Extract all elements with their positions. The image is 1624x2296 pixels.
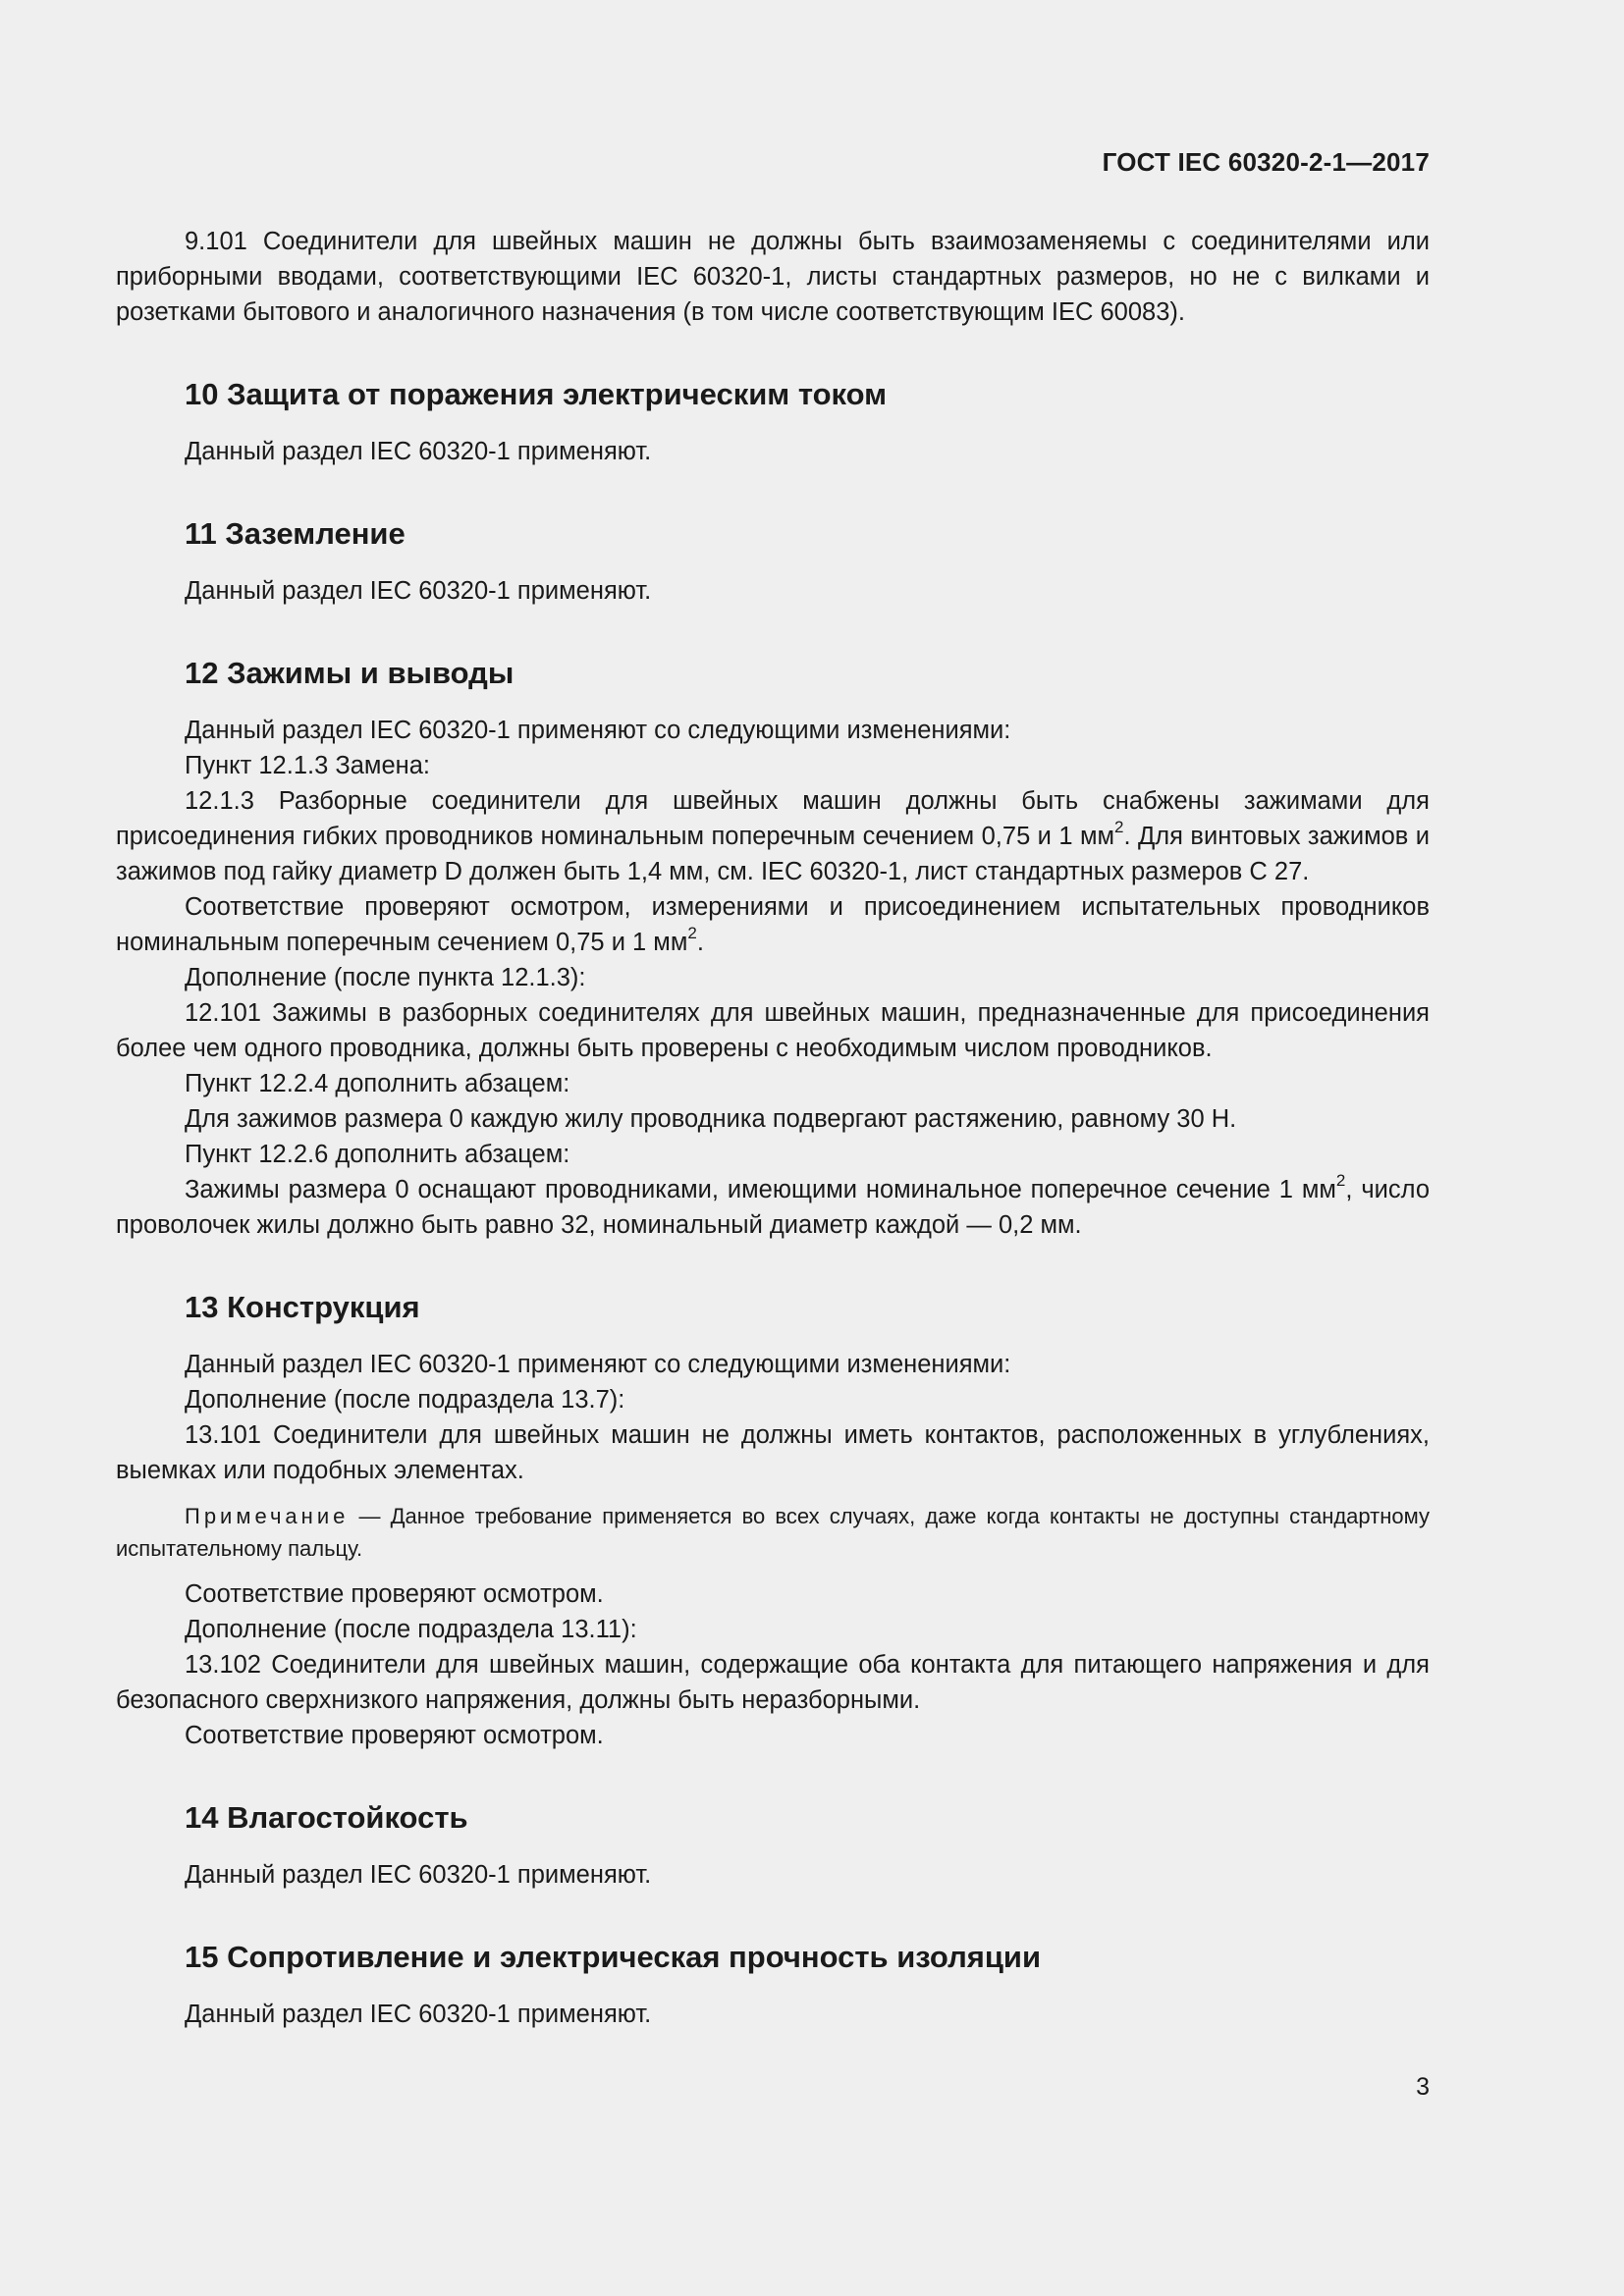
paragraph-12-1-3 [116, 783, 1430, 889]
paragraph-12-1-3-b: . Для винтовых зажимов и зажимов под гайку диаметр D должен быть 1,4 мм, см. IEC 60320-1, лист стандартных размеров С 27. [116, 823, 1431, 885]
compliance-13-101: Соответствие проверяют осмотром. [185, 1580, 604, 1608]
superscript-2: 2 [687, 923, 697, 942]
section-12-title: 12 Зажимы и выводы [185, 656, 514, 690]
section-15-title: 15 Сопротивление и электрическая прочность изоляции [185, 1940, 1042, 1974]
addition-after-12-1-3: Дополнение (после пункта 12.1.3): [185, 964, 586, 991]
addition-after-13-11: Дополнение (после подраздела 13.11): [185, 1616, 637, 1643]
item-12-2-4: Пункт 12.2.4 дополнить абзацем: [185, 1070, 570, 1097]
section-10-title: 10 Защита от поражения электрическим током [185, 377, 888, 411]
paragraph-13-101: 13.101 Соединители для швейных машин не должны иметь контактов, расположенных в углублениях, выемках или подобных элементах. [116, 1421, 1430, 1484]
item-12-2-4-text: Для зажимов размера 0 каждую жилу проводника подвергают растяжению, равному 30 Н. [185, 1105, 1237, 1133]
page-number: 3 [1416, 2073, 1430, 2101]
section-11-title: 11 Заземление [185, 516, 406, 551]
note [116, 1500, 1430, 1565]
paragraph-13-102: 13.102 Соединители для швейных машин, содержащие оба контакта для питающего напряжения и для безопасного сверхнизкого напряжения, должны быть неразборными. [116, 1651, 1430, 1714]
section-14-text: Данный раздел IEC 60320-1 применяют. [185, 1861, 652, 1889]
compliance-12-1-3 [116, 889, 1430, 960]
compliance-13-102: Соответствие проверяют осмотром. [185, 1722, 604, 1749]
section-12-item-replace: Пункт 12.1.3 Замена: [185, 752, 430, 779]
note-label: Примечание [185, 1504, 350, 1528]
item-12-2-6-text-a: Зажимы размера 0 оснащают проводниками, имеющими номинальное поперечное сечение 1 мм [185, 1176, 1336, 1203]
superscript-2: 2 [1335, 1170, 1346, 1190]
section-13-intro: Данный раздел IEC 60320-1 применяют со следующими изменениями: [185, 1351, 1011, 1378]
section-12-intro: Данный раздел IEC 60320-1 применяют со следующими изменениями: [185, 717, 1011, 744]
section-10-text: Данный раздел IEC 60320-1 применяют. [185, 438, 652, 465]
page-content [116, 224, 1430, 2032]
paragraph-9-101: 9.101 Соединители для швейных машин не должны быть взаимозаменяемы с соединителями или приборными вводами, соответствующими IEC 60320-1, листы стандартных размеров, но не с вилками и розетками бытового и аналогичного назначения (в том числе соответствующим IEC 60083). [116, 228, 1430, 326]
compliance-12-1-3-a: Соответствие проверяют осмотром, измерениями и присоединением испытательных проводников номинальным поперечным сечением 0,75 и 1 мм [116, 893, 1430, 956]
paragraph-12-101: 12.101 Зажимы в разборных соединителях для швейных машин, предназначенные для присоединения более чем одного проводника, должны быть проверены с необходимым числом проводников. [116, 999, 1430, 1062]
paragraph-12-1-3-a: 12.1.3 Разборные соединители для швейных машин должны быть снабжены зажимами для присоединения гибких проводников номинальным поперечным сечением 0,75 и 1 мм [116, 787, 1430, 850]
section-15-text: Данный раздел IEC 60320-1 применяют. [185, 2001, 652, 2028]
section-11-text: Данный раздел IEC 60320-1 применяют. [185, 577, 652, 605]
note-text: — Данное требование применяется во всех случаях, даже когда контакты не доступны стандартному испытательному пальцу. [116, 1504, 1430, 1561]
item-12-2-6-text [116, 1172, 1430, 1243]
section-13-title: 13 Конструкция [185, 1290, 420, 1324]
item-12-2-6: Пункт 12.2.6 дополнить абзацем: [185, 1141, 570, 1168]
superscript-2: 2 [1114, 817, 1124, 836]
addition-after-13-7: Дополнение (после подраздела 13.7): [185, 1386, 625, 1414]
compliance-12-1-3-b: . [696, 929, 704, 956]
item-12-2-6-text-b: , число проволочек жилы должно быть равно 32, номинальный диаметр каждой — 0,2 мм. [116, 1176, 1431, 1239]
document-code-header: ГОСТ IEC 60320-2-1—2017 [1102, 147, 1430, 177]
section-14-title: 14 Влагостойкость [185, 1800, 468, 1835]
